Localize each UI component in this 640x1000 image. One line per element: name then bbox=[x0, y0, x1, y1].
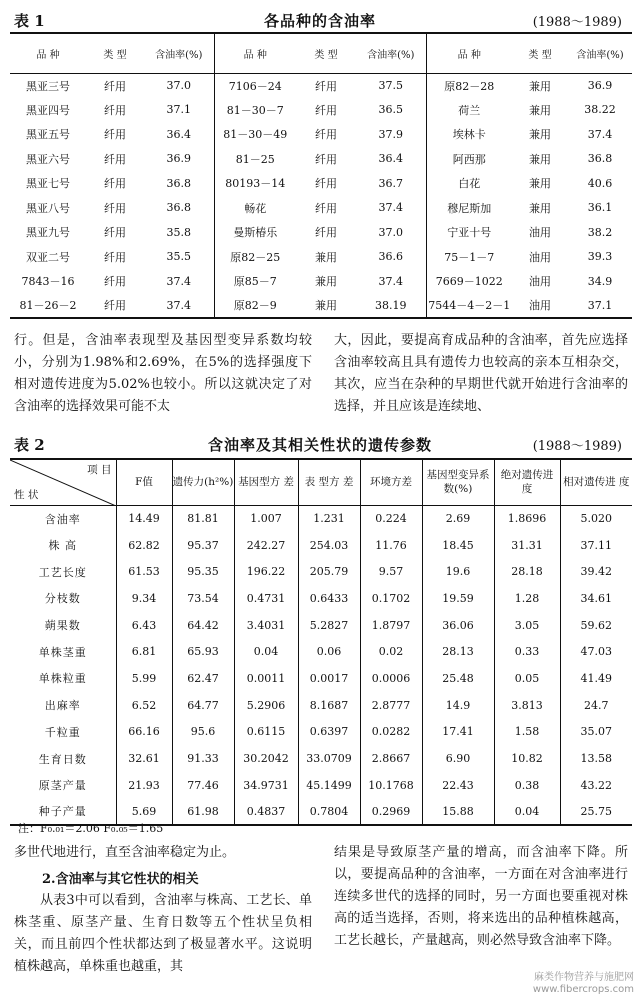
table1-row bbox=[10, 171, 632, 196]
table2-years: (1988～1989) bbox=[532, 439, 622, 454]
table1-cell: 纤用 bbox=[315, 226, 337, 240]
table2-header-row bbox=[10, 459, 632, 505]
table1-header: 含油率(%) bbox=[568, 33, 632, 73]
table1-cell: 纤用 bbox=[104, 128, 126, 142]
table2-cell: 25.75 bbox=[560, 799, 632, 826]
table1-cell: 34.9 bbox=[587, 274, 613, 288]
table1-cell: 纤用 bbox=[104, 79, 126, 93]
table1-header: 品 种 bbox=[426, 33, 512, 73]
table1-cell: 原82－9 bbox=[214, 294, 296, 319]
table1-cell: 兼用 bbox=[529, 128, 551, 142]
table1-cell: 7843－16 bbox=[21, 275, 75, 289]
section-heading: 2.含油率与其它性状的相关 bbox=[42, 872, 199, 887]
table1-title: 各品种的含油率 bbox=[263, 12, 376, 30]
table1-cell: 36.4 bbox=[378, 152, 403, 166]
table1-cell: 纤用 bbox=[315, 128, 337, 142]
table2-caption bbox=[10, 432, 630, 454]
table2-cell: 1.007 bbox=[234, 505, 298, 532]
table2-cell: 0.224 bbox=[360, 505, 422, 532]
table1-cell: 75－1－7 bbox=[426, 245, 512, 270]
table2-cell: 3.05 bbox=[494, 612, 560, 639]
table2-cell: 6.52 bbox=[116, 692, 172, 719]
table1-cell: 油用 bbox=[529, 275, 551, 289]
table2-row-label: 单株粒重 bbox=[38, 672, 87, 686]
table1-cell: 37.1 bbox=[166, 103, 191, 117]
table2-cell: 22.43 bbox=[422, 772, 494, 799]
table2-cell: 8.1687 bbox=[298, 692, 360, 719]
table1-cell: 38.19 bbox=[375, 298, 407, 312]
table1-cell: 黑亚三号 bbox=[26, 79, 70, 93]
table1-cell: 38.22 bbox=[584, 103, 616, 117]
table1-cell: 双亚二号 bbox=[26, 250, 70, 264]
table1-cell: 纤用 bbox=[104, 201, 126, 215]
table2-cell: 28.18 bbox=[494, 558, 560, 585]
table1-header-row bbox=[10, 33, 632, 73]
table1-cell: 荷兰 bbox=[426, 98, 512, 123]
table1-cell: 37.0 bbox=[166, 79, 191, 92]
table2-row-label: 含油率 bbox=[44, 512, 81, 526]
table2-cell: 17.41 bbox=[422, 719, 494, 746]
table1-cell: 纤用 bbox=[315, 177, 337, 191]
table1-row bbox=[10, 196, 632, 221]
table1-cell: 黑亚九号 bbox=[26, 226, 70, 240]
table2-cell: 47.03 bbox=[560, 638, 632, 665]
watermark-line2: www.fibercrops.com bbox=[532, 984, 634, 995]
table2-corner bbox=[10, 459, 116, 505]
table2-row-label: 出麻率 bbox=[44, 699, 81, 713]
table1-cell: 40.6 bbox=[587, 176, 613, 190]
table2-cell: 45.1499 bbox=[298, 772, 360, 799]
table1-cell: 36.5 bbox=[378, 103, 403, 117]
table2-cell: 0.2969 bbox=[360, 799, 422, 826]
table1-cell: 36.6 bbox=[378, 250, 403, 264]
paragraph-left-1 bbox=[14, 330, 312, 418]
table1-cell: 80193－14 bbox=[214, 171, 296, 196]
table2-row-label: 工艺长度 bbox=[38, 565, 87, 579]
section-body-left: 从表3中可以看到，含油率与株高、工艺长、单株茎重、原茎产量、生育日数等五个性状呈负相关，而且前四个性状都达到了极显著水平。这说明植株越高，单株重也越重，其 bbox=[14, 893, 312, 974]
table1-cell: 纤用 bbox=[315, 103, 337, 117]
table2-row-label: 蒴果数 bbox=[44, 619, 81, 633]
table2-cell: 2.8667 bbox=[360, 745, 422, 772]
table1-cell: 白花 bbox=[426, 171, 512, 196]
table2-row-label: 千粒重 bbox=[44, 725, 81, 739]
table2-cell: 34.61 bbox=[560, 585, 632, 612]
table1-cell: 黑亚七号 bbox=[26, 177, 70, 191]
table2-row-label: 分枝数 bbox=[44, 592, 81, 606]
table2-cell: 95.6 bbox=[172, 719, 234, 746]
table2-cell: 196.22 bbox=[234, 558, 298, 585]
table2-cell: 0.02 bbox=[360, 638, 422, 665]
table2-cell: 1.8696 bbox=[494, 505, 560, 532]
table2-cell: 3.813 bbox=[494, 692, 560, 719]
table2-cell: 61.53 bbox=[116, 558, 172, 585]
table1-cell: 39.3 bbox=[587, 250, 613, 264]
table1-cell: 穆尼斯加 bbox=[426, 196, 512, 221]
table2-cell: 37.11 bbox=[560, 532, 632, 559]
table2-cell: 61.98 bbox=[172, 799, 234, 826]
corner-bottom-label: 性 状 bbox=[14, 488, 39, 501]
table1-header: 含油率(%) bbox=[356, 33, 426, 73]
table1-cell: 纤用 bbox=[104, 152, 126, 166]
table1-cell: 36.4 bbox=[166, 127, 191, 141]
table2-cell: 5.2906 bbox=[234, 692, 298, 719]
table1-cell: 纤用 bbox=[104, 299, 126, 313]
table1-cell: 7544－4－2－1 bbox=[426, 294, 512, 319]
table1-cell: 37.5 bbox=[378, 79, 403, 92]
table1-header: 含油率(%) bbox=[144, 33, 214, 73]
table2-note: 注：F₀.₀₁＝2.06 F₀.₀₅＝1.65 bbox=[18, 822, 164, 835]
table2-body bbox=[10, 505, 632, 825]
table1-years: (1988～1989) bbox=[532, 15, 622, 30]
table2-cell: 66.16 bbox=[116, 719, 172, 746]
corner-top-label: 项 目 bbox=[87, 464, 112, 476]
table2-cell: 31.31 bbox=[494, 532, 560, 559]
table2-cell: 0.0282 bbox=[360, 719, 422, 746]
table1-label: 表 1 bbox=[14, 12, 45, 30]
table2-cell: 62.82 bbox=[116, 532, 172, 559]
table1 bbox=[10, 32, 632, 319]
table1-cell: 纤用 bbox=[104, 177, 126, 191]
table1-cell: 36.8 bbox=[166, 201, 191, 215]
table1-row bbox=[10, 294, 632, 319]
table2-cell: 32.61 bbox=[116, 745, 172, 772]
table1-cell: 纤用 bbox=[104, 250, 126, 264]
table1-cell: 阿西那 bbox=[426, 147, 512, 172]
table1-cell: 黑亚四号 bbox=[26, 103, 70, 117]
table1-cell: 纤用 bbox=[104, 103, 126, 117]
paragraph-left-3 bbox=[14, 890, 312, 978]
table2-cell: 1.231 bbox=[298, 505, 360, 532]
table2-cell: 0.7804 bbox=[298, 799, 360, 826]
table1-cell: 纤用 bbox=[104, 226, 126, 240]
table2-row bbox=[10, 505, 632, 532]
table1-row bbox=[10, 220, 632, 245]
table1-cell: 纤用 bbox=[104, 275, 126, 289]
table1-cell: 兼用 bbox=[315, 275, 337, 289]
section-intro: 多世代地进行，直至含油率稳定为止。 bbox=[14, 845, 236, 860]
table2-cell: 3.4031 bbox=[234, 612, 298, 639]
table2-cell: 0.0011 bbox=[234, 665, 298, 692]
table1-cell: 黑亚六号 bbox=[26, 152, 70, 166]
table1-cell: 35.8 bbox=[166, 225, 191, 239]
table2-cell: 9.57 bbox=[360, 558, 422, 585]
table1-cell: 黑亚八号 bbox=[26, 201, 70, 215]
table1-cell: 原85－7 bbox=[214, 269, 296, 294]
table1-cell: 兼用 bbox=[529, 103, 551, 117]
table2-row bbox=[10, 585, 632, 612]
table2-cell: 0.6397 bbox=[298, 719, 360, 746]
paragraph-right-1 bbox=[334, 330, 628, 418]
table1-cell: 油用 bbox=[529, 226, 551, 240]
table1-header: 类 型 bbox=[512, 33, 568, 73]
table2-cell: 5.69 bbox=[116, 799, 172, 826]
table2-cell: 0.05 bbox=[494, 665, 560, 692]
table1-cell: 36.8 bbox=[587, 152, 613, 166]
table2-cell: 64.42 bbox=[172, 612, 234, 639]
table1-header: 类 型 bbox=[86, 33, 144, 73]
table2-cell: 77.46 bbox=[172, 772, 234, 799]
table2-row bbox=[10, 745, 632, 772]
section-body-right: 结果是导致原茎产量的增高，而含油率下降。所以，要提高品种的含油率，一方面在对含油率进行连续多世代的选择的同时，另一方面也要重视对株高的适当选择，否则，将来选出的品种植株越高，工艺长越长，产量越高，则必然导致含油率下降。 bbox=[334, 845, 628, 948]
table1-cell: 81－30－49 bbox=[214, 122, 296, 147]
table1-cell: 36.1 bbox=[587, 201, 613, 215]
table2-row bbox=[10, 719, 632, 746]
table2-cell: 14.49 bbox=[116, 505, 172, 532]
table2-row bbox=[10, 612, 632, 639]
table2-cell: 5.2827 bbox=[298, 612, 360, 639]
table1-cell: 36.8 bbox=[166, 176, 191, 190]
watermark-line1: 麻类作物营养与施肥网 bbox=[534, 972, 634, 983]
table2-row bbox=[10, 558, 632, 585]
table2-cell: 19.6 bbox=[422, 558, 494, 585]
table2-row-label: 单株茎重 bbox=[38, 645, 87, 659]
table1-header: 类 型 bbox=[296, 33, 356, 73]
table2-row bbox=[10, 692, 632, 719]
table2-header: 环境方差 bbox=[360, 459, 422, 505]
table1-cell: 37.4 bbox=[378, 274, 403, 288]
table2-cell: 1.58 bbox=[494, 719, 560, 746]
table2-cell: 13.58 bbox=[560, 745, 632, 772]
watermark bbox=[533, 972, 634, 996]
table1-cell: 37.1 bbox=[587, 298, 613, 312]
table2-cell: 5.020 bbox=[560, 505, 632, 532]
table2-cell: 1.28 bbox=[494, 585, 560, 612]
table1-cell: 兼用 bbox=[529, 79, 551, 93]
table1-cell: 黑亚五号 bbox=[26, 128, 70, 142]
table1-cell: 38.2 bbox=[587, 225, 613, 239]
table1-cell: 37.9 bbox=[378, 127, 403, 141]
table2-cell: 21.93 bbox=[116, 772, 172, 799]
table1-cell: 37.4 bbox=[378, 201, 403, 215]
table2-cell: 15.88 bbox=[422, 799, 494, 826]
table1-header: 品 种 bbox=[214, 33, 296, 73]
table2-row bbox=[10, 532, 632, 559]
table2-cell: 95.35 bbox=[172, 558, 234, 585]
table2-label: 表 2 bbox=[14, 436, 45, 454]
table2-cell: 39.42 bbox=[560, 558, 632, 585]
table2-cell: 0.1702 bbox=[360, 585, 422, 612]
table2-cell: 62.47 bbox=[172, 665, 234, 692]
table2-cell: 1.8797 bbox=[360, 612, 422, 639]
table2-cell: 9.34 bbox=[116, 585, 172, 612]
table2-cell: 205.79 bbox=[298, 558, 360, 585]
table1-cell: 畅花 bbox=[214, 196, 296, 221]
table2-row-label: 种子产量 bbox=[38, 805, 87, 819]
table2-cell: 41.49 bbox=[560, 665, 632, 692]
table2-cell: 0.0017 bbox=[298, 665, 360, 692]
table2-cell: 28.13 bbox=[422, 638, 494, 665]
table1-row bbox=[10, 269, 632, 294]
table2-header: F值 bbox=[116, 459, 172, 505]
table1-cell: 原82－25 bbox=[214, 245, 296, 270]
table2-cell: 95.37 bbox=[172, 532, 234, 559]
table2-title: 含油率及其相关性状的遗传参数 bbox=[207, 436, 432, 454]
paragraph-right-2 bbox=[334, 842, 628, 952]
table1-cell: 埃林卡 bbox=[426, 122, 512, 147]
table1-row bbox=[10, 147, 632, 172]
table1-cell: 37.4 bbox=[166, 298, 191, 312]
table1-cell: 36.7 bbox=[378, 176, 403, 190]
table2-header: 遗传力(h²%) bbox=[172, 459, 234, 505]
table2-cell: 11.76 bbox=[360, 532, 422, 559]
table1-cell: 81－30－7 bbox=[214, 98, 296, 123]
table2-cell: 25.48 bbox=[422, 665, 494, 692]
table2-cell: 254.03 bbox=[298, 532, 360, 559]
table2-cell: 36.06 bbox=[422, 612, 494, 639]
table1-row bbox=[10, 122, 632, 147]
table2-header: 基因型变异系数(%) bbox=[422, 459, 494, 505]
table2-row-label: 株 高 bbox=[48, 539, 77, 553]
table1-body bbox=[10, 73, 632, 318]
table2-cell: 0.06 bbox=[298, 638, 360, 665]
table2-cell: 0.4837 bbox=[234, 799, 298, 826]
table2-cell: 0.6433 bbox=[298, 585, 360, 612]
table1-caption bbox=[10, 8, 630, 30]
table2-row bbox=[10, 665, 632, 692]
table1-cell: 37.0 bbox=[378, 225, 403, 239]
table2-cell: 10.1768 bbox=[360, 772, 422, 799]
table1-cell: 曼斯椿乐 bbox=[214, 220, 296, 245]
table1-cell: 7106－24 bbox=[214, 73, 296, 98]
table2-cell: 242.27 bbox=[234, 532, 298, 559]
table1-cell: 兼用 bbox=[315, 299, 337, 313]
table2-cell: 73.54 bbox=[172, 585, 234, 612]
table1-cell: 36.9 bbox=[587, 79, 613, 92]
table2-cell: 35.07 bbox=[560, 719, 632, 746]
table2-cell: 65.93 bbox=[172, 638, 234, 665]
table2-cell: 0.04 bbox=[494, 799, 560, 826]
table1-cell: 油用 bbox=[529, 250, 551, 264]
table2-row-label: 原茎产量 bbox=[38, 779, 87, 793]
table1-cell: 36.9 bbox=[166, 152, 191, 166]
table2-cell: 34.9731 bbox=[234, 772, 298, 799]
table1-cell: 宁亚十号 bbox=[426, 220, 512, 245]
table1-cell: 兼用 bbox=[529, 177, 551, 191]
table2-cell: 10.82 bbox=[494, 745, 560, 772]
table1-cell: 81－25 bbox=[214, 147, 296, 172]
table2-cell: 2.8777 bbox=[360, 692, 422, 719]
table2-cell: 91.33 bbox=[172, 745, 234, 772]
table2-cell: 6.43 bbox=[116, 612, 172, 639]
table1-cell: 81－26－2 bbox=[19, 299, 77, 313]
table2 bbox=[10, 458, 632, 826]
table1-cell: 纤用 bbox=[315, 79, 337, 93]
paragraph-left-2 bbox=[14, 842, 312, 864]
table1-cell: 纤用 bbox=[315, 152, 337, 166]
table2-header: 绝对遗传进 度 bbox=[494, 459, 560, 505]
table1-cell: 油用 bbox=[529, 299, 551, 313]
table2-cell: 33.0709 bbox=[298, 745, 360, 772]
table2-cell: 0.38 bbox=[494, 772, 560, 799]
table1-cell: 兼用 bbox=[315, 250, 337, 264]
table1-cell: 35.5 bbox=[166, 250, 191, 264]
table1-cell: 原82－28 bbox=[426, 73, 512, 98]
paragraph-text: 行。但是，含油率表现型及基因型变异系数均较小，分别为1.98%和2.69%，在5%的选择强度下相对遗传进度为5.02%也较小。所以这就决定了对含油率的选择效果可能不太 bbox=[14, 333, 312, 414]
paragraph-text: 大，因此，要提高育成品种的含油率，首先应选择含油率较高且具有遗传力也较高的亲本互相杂交，其次，应当在杂种的早期世代就开始进行含油率的选择，并且应该是连续地、 bbox=[334, 333, 628, 414]
table2-cell: 18.45 bbox=[422, 532, 494, 559]
table2-row-label: 生育日数 bbox=[38, 752, 87, 766]
table2-cell: 14.9 bbox=[422, 692, 494, 719]
table2-cell: 6.81 bbox=[116, 638, 172, 665]
table2-cell: 0.6115 bbox=[234, 719, 298, 746]
table1-row bbox=[10, 73, 632, 98]
table2-cell: 6.90 bbox=[422, 745, 494, 772]
table2-cell: 0.4731 bbox=[234, 585, 298, 612]
table2-cell: 0.04 bbox=[234, 638, 298, 665]
table2-cell: 64.77 bbox=[172, 692, 234, 719]
table2-cell: 5.99 bbox=[116, 665, 172, 692]
table1-cell: 纤用 bbox=[315, 201, 337, 215]
table1-cell: 兼用 bbox=[529, 201, 551, 215]
table2-cell: 43.22 bbox=[560, 772, 632, 799]
table2-cell: 81.81 bbox=[172, 505, 234, 532]
table2-header: 基因型方 差 bbox=[234, 459, 298, 505]
table1-cell: 兼用 bbox=[529, 152, 551, 166]
table1-header: 品 种 bbox=[10, 33, 86, 73]
table2-cell: 59.62 bbox=[560, 612, 632, 639]
table1-cell: 37.4 bbox=[166, 274, 191, 288]
table2-cell: 2.69 bbox=[422, 505, 494, 532]
table2-header: 相对遗传进 度 bbox=[560, 459, 632, 505]
table1-row bbox=[10, 245, 632, 270]
table2-cell: 0.0006 bbox=[360, 665, 422, 692]
table1-row bbox=[10, 98, 632, 123]
table2-cell: 30.2042 bbox=[234, 745, 298, 772]
table2-row bbox=[10, 638, 632, 665]
table1-cell: 7669－1022 bbox=[426, 269, 512, 294]
table1-cell: 37.4 bbox=[587, 127, 613, 141]
table2-cell: 0.33 bbox=[494, 638, 560, 665]
table2-cell: 19.59 bbox=[422, 585, 494, 612]
table2-row bbox=[10, 772, 632, 799]
table2-cell: 24.7 bbox=[560, 692, 632, 719]
table2-header: 表 型方 差 bbox=[298, 459, 360, 505]
